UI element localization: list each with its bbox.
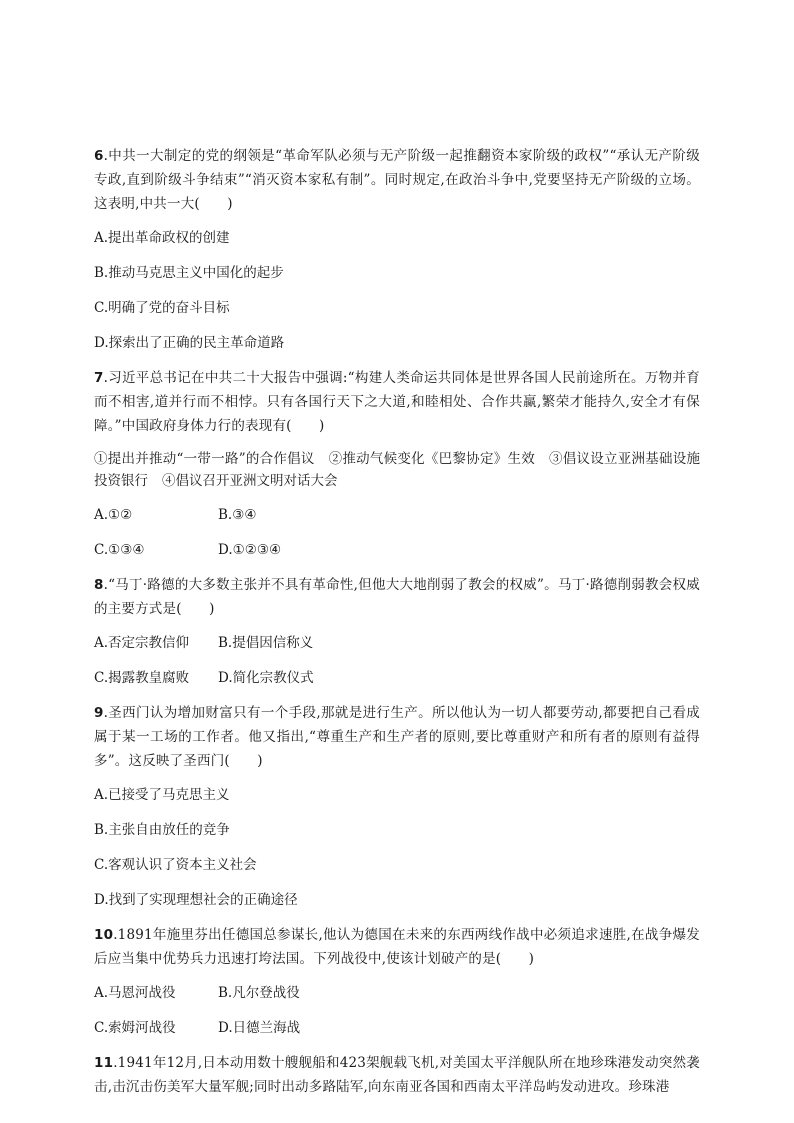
option-d[interactable]: D.简化宗教仪式 bbox=[218, 670, 314, 686]
exam-page bbox=[94, 144, 700, 1109]
option-b[interactable]: B.推动马克思主义中国化的起步 bbox=[94, 265, 284, 281]
question-6 bbox=[94, 144, 700, 355]
question-text: .1941年12月,日本动用数十艘舰船和423架舰载飞机,对美国太平洋舰队所在地珍珠港发动突然袭击,击沉击伤美军大量军舰;同时出动多路陆军,向东南亚各国和西南太平洋岛屿发动进攻。珍珠港 bbox=[94, 1055, 700, 1095]
question-9 bbox=[94, 701, 700, 912]
option-a[interactable]: A.提出革命政权的创建 bbox=[94, 230, 230, 246]
question-number: 10 bbox=[94, 927, 114, 943]
question-text: .“马丁·路德的大多数主张并不具有革命性,但他大大地削弱了教会的权威”。马丁·路德削弱教会权威的主要方式是( ) bbox=[94, 577, 700, 617]
question-7 bbox=[94, 366, 700, 562]
option-d[interactable]: D.探索出了正确的民主革命道路 bbox=[94, 335, 285, 351]
option-row bbox=[94, 981, 700, 1005]
option-row bbox=[94, 1016, 700, 1040]
statement-1: ①提出并推动“一带一路”的合作倡议 bbox=[94, 451, 315, 467]
option-c[interactable]: C.揭露教皇腐败 bbox=[94, 670, 190, 686]
option-a[interactable]: A.否定宗教信仰 bbox=[94, 635, 190, 651]
option-a[interactable]: A.马恩河战役 bbox=[94, 985, 176, 1001]
question-number: 6 bbox=[94, 148, 104, 164]
question-text: .1891年施里芬出任德国总参谋长,他认为德国在未来的东西两线作战中必须追求速胜,在战争爆发后应当集中优势兵力迅速打垮法国。下列战役中,使该计划破产的是( ) bbox=[94, 927, 700, 967]
question-text: .中共一大制定的党的纲领是“革命军队必须与无产阶级一起推翻资本家阶级的政权”“承认无产阶级专政,直到阶级斗争结束”“消灭资本家私有制”。同时规定,在政治斗争中,党要坚持无产阶级的立场。这表明,中共一大( ) bbox=[94, 148, 700, 212]
option-b[interactable]: B.③④ bbox=[218, 507, 257, 523]
statement-2: ②推动气候变化《巴黎协定》生效 bbox=[328, 451, 535, 467]
question-stem bbox=[94, 923, 700, 971]
question-text: .圣西门认为增加财富只有一个手段,那就是进行生产。所以他认为一切人都要劳动,都要把自己看成属于某一工场的工作者。他又指出,“尊重生产和生产者的原则,要比尊重财产和所有者的原则有益得多”。这反映了圣西门( ) bbox=[94, 705, 700, 769]
statement-4: ④倡议召开亚洲文明对话大会 bbox=[162, 473, 338, 489]
question-10 bbox=[94, 923, 700, 1040]
option-row bbox=[94, 666, 700, 690]
option-row bbox=[94, 538, 700, 562]
statement-3: ③倡议设立亚洲基础设施投资银行 bbox=[94, 451, 701, 489]
question-text: .习近平总书记在中共二十大报告中强调:“构建人类命运共同体是世界各国人民前途所在。万物并育而不相害,道并行而不相悖。只有各国行天下之大道,和睦相处、合作共赢,繁荣才能持久,安全才有保障。”中国政府身体力行的表现有( ) bbox=[94, 370, 700, 434]
question-number: 11 bbox=[94, 1055, 114, 1071]
question-number: 8 bbox=[94, 577, 104, 593]
question-stem bbox=[94, 366, 700, 438]
option-a[interactable]: A.已接受了马克思主义 bbox=[94, 787, 230, 803]
question-11 bbox=[94, 1051, 700, 1099]
option-b[interactable]: B.提倡因信称义 bbox=[218, 635, 314, 651]
option-c[interactable]: C.①③④ bbox=[94, 542, 145, 558]
option-b[interactable]: B.凡尔登战役 bbox=[218, 985, 300, 1001]
option-a[interactable]: A.①② bbox=[94, 507, 133, 523]
option-d[interactable]: D.找到了实现理想社会的正确途径 bbox=[94, 892, 298, 908]
option-b[interactable]: B.主张自由放任的竞争 bbox=[94, 822, 230, 838]
option-c[interactable]: C.明确了党的奋斗目标 bbox=[94, 300, 230, 316]
question-8 bbox=[94, 573, 700, 690]
question-stem bbox=[94, 573, 700, 621]
question-stem bbox=[94, 1051, 700, 1099]
question-number: 9 bbox=[94, 705, 104, 721]
option-d[interactable]: D.日德兰海战 bbox=[218, 1020, 301, 1036]
option-row bbox=[94, 503, 700, 527]
option-c[interactable]: C.索姆河战役 bbox=[94, 1020, 176, 1036]
option-c[interactable]: C.客观认识了资本主义社会 bbox=[94, 857, 257, 873]
option-row bbox=[94, 631, 700, 655]
question-number: 7 bbox=[94, 370, 104, 386]
option-d[interactable]: D.①②③④ bbox=[218, 542, 282, 558]
question-stem bbox=[94, 144, 700, 216]
question-stem bbox=[94, 701, 700, 773]
statement-list bbox=[94, 448, 700, 492]
